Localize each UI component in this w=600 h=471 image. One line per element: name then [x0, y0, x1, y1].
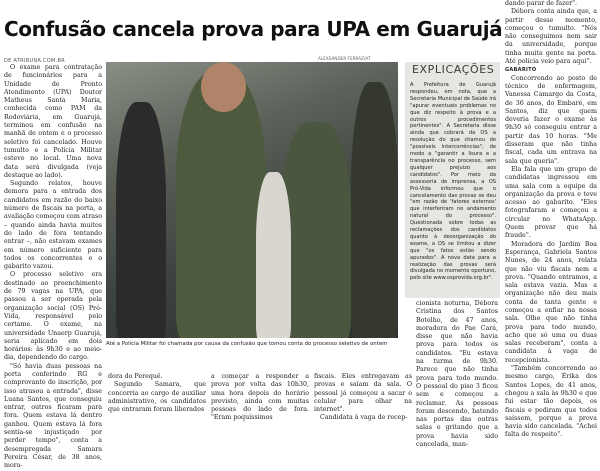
news-photo — [106, 62, 398, 338]
officer-head — [201, 62, 246, 112]
section-subhead: GABARITO — [505, 67, 537, 74]
photo-credit: ALEXSANDER FERRAZ/AT — [318, 56, 371, 61]
sidebar-paragraph: A Prefeitura de Guarujá respondeu, em nota, que a Secretaria Municipal de Saúde irá "apurar eventuais problemas no que diz respeito à prova e a outros procedimentos pertinentes". A Secretaria disse ainda que cobrará da OS a resolução do que chamou de "possíveis intercorrências", de modo a "garantir a lisura e a transparência no processo, sem qualquer prejuízo aos candidatos". Por meio da assessoria de imprensa, a OS Pró-Vida informou que o cancelamento das provas se deu "em razão de 'fatores externos' que interferiram no andamento natural do processo". Questionada sobre todas as reclamações dos candidatos quanto à desorganização do exame, a OS se limitou a dizer que "os fatos estão sendo apurados". A nova data para a realização das provas será divulgada no momento oportuno, pelo site www.osprovida.org.br". — [410, 82, 496, 282]
article-bottom-column-2 — [211, 373, 309, 423]
person-white-shirt — [256, 172, 291, 338]
paragraph: Candidata à vaga de recep- — [320, 414, 408, 422]
sidebar-text — [410, 82, 496, 282]
crowd-figure — [116, 102, 166, 338]
paragraph: O processo seletivo era destinado ao preenchimento de 79 vagas na UPA, que passou a ser operada pela organização social (OS) Pró-Vida, responsável pelo certame. O exame, na universidade Unaerp Guarujá, seria aplicado em dois horários: às 9h30 e ao meio-dia, dependendo do cargo. — [4, 271, 102, 362]
article-column-5 — [416, 300, 498, 449]
article-bottom-column-1 — [108, 373, 206, 414]
paragraph: Moradora do Jardim Boa Esperança, Gabriela Santos Nunes, de 24 anos, relata que não viu fiscais nem a prova. "Quando entramos, a sala estava vazia. Mas a organização não deu mais conta de tanta gente e começou a enfiar na nossa sala. Olhe que não tinha prova para todo mundo, acho que só uma ou duas salas receberam", conta a candidata à vaga de recepcionista. — [505, 240, 597, 364]
paragraph: "Só havia duas pessoas na porta conferindo RG e comprovante de inscrição, por isso atrasou a entrada", disse Luana Santos, que conseguiu entrar, outros ficaram para fora. Quem estava lá dentro ganhou. Quem estava lá fora sentia-se injustiçado por perder tempo", conta a desempregada Samara Pereira César, de 38 anos, mora- — [4, 362, 102, 470]
byline: DE ATRIBUNA.COM.BR — [4, 58, 66, 64]
article-bottom-column-3 — [314, 373, 412, 423]
paragraph: "Também concorrendo ao mesmo cargo, Érika dos Santos Lopes, de 41 anos, chegou a sala às 9h30 e que fui estar tão depois, os fiscais e pediram que todos saíssem, porque a prova havia sido cancelada. "Achei falta de respeito". — [505, 365, 597, 439]
headline: Confusão cancela prova para UPA em Guarujá — [4, 17, 503, 41]
police-officer-figure-2 — [281, 122, 351, 338]
crowd-figure-2 — [351, 82, 398, 338]
paragraph: Ela fala que um grupo de candidatas ingressou em uma sala com a equipe da organização da prova e teve acesso ao gabarito. "Eles fotografaram e começou a circular no WhatsApp. Quem provar que há fraude". — [505, 165, 597, 240]
paragraph: Débora conta ainda que, a partir desse momento, começou o tumulto. "Nós não conseguimos nem sair da universidade, porque tinha muita gente na porta. Até polícia veio para aqui". — [505, 8, 597, 66]
paragraph: Segundo Samara, que concorria ao cargo de auxiliar administrativo, os candidatos que entraram foram liberados — [108, 381, 206, 414]
paragraph: Segundo relatos, houve demora para a entrada dos candidatos em razão do baixo número de fiscais na porta, a avaliação começou com atraso – quando ainda havia muitos do lado de fora tentando entrar –, não estavam exames em número suficiente para todos os concorrentes e o gabarito vazou. — [4, 180, 102, 271]
article-column-6 — [505, 0, 597, 440]
sidebar-title: EXPLICAÇÕES — [412, 63, 495, 76]
article-column-1 — [4, 64, 102, 471]
paragraph: dora do Perequê. — [108, 373, 163, 380]
photo-caption: Até a Polícia Militar foi chamada por causa da confusão que tomou conta do processo seletivo de ontem — [106, 341, 388, 347]
paragraph: dando parar de fazer". — [505, 0, 578, 7]
paragraph: O exame para contratação de funcionários para a Unidade de Pronto Atendimento (UPA) Doutor Matheus Santa Maria, conhecida como PAM da Rodoviária, em Guarujá, terminou em confusão na manhã de ontem e o processo seletivo foi cancelado. Houve tumulto e a Polícia Militar esteve no local. Uma nova data será divulgada (veja destaque ao lado). — [4, 64, 102, 179]
paragraph: fiscais. Eles entregavam as provas e saíam da sala. O pessoal já começou a sacar o celular para olhar na internet". — [314, 373, 412, 414]
paragraph: Concorrendo ao posto de técnico de enfermagem, Vanessa Camargo da Costa, de 36 anos, do Embaré, em Santos, diz que quem deveria fazer o exame às 9h30 só conseguiu entrar a partir das 10 horas. "Me disseram que não tinha fiscal, cada um entrava na sala que queria". — [505, 74, 597, 165]
paragraph: cionista noturna, Débora Cristina dos Santos Botelho, de 47 anos, moradora do Pae Cará, disse que não havia prova para todos os candidatos. "Eu estava na turma de 9h30. Parece que não tinha prova para todo mundo. O pessoal do piso 3 ficou sem e começou a reclamar. As pessoas foram descendo, batendo nas portas das outras salas e gritando que a prova havia sido cancelada, man- — [416, 300, 498, 449]
paragraph: a começar a responder a prova por volta das 10h30, uma hora depois do horário previsto, ainda com muitas pessoas do lado de fora. "Eram poquíssimos — [211, 373, 309, 422]
